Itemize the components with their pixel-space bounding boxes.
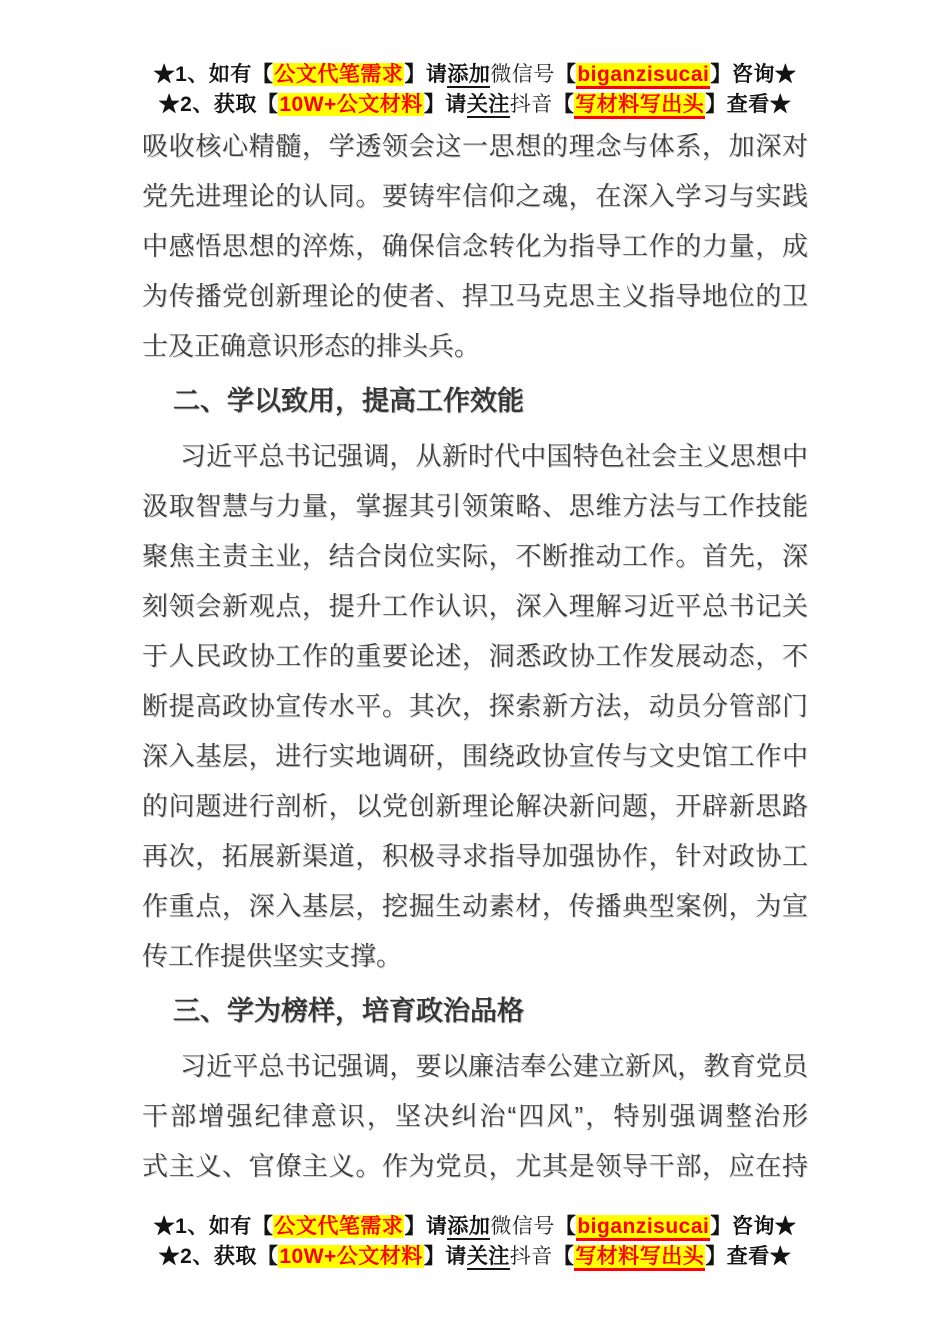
- text-line: 断提高政协宣传水平。其次，探索新方法，动员分管部门: [142, 691, 808, 721]
- text-line: 作重点，深入基层，挖掘生动素材，传播典型案例，为宣: [142, 891, 808, 921]
- underlined-text: 添加: [447, 63, 491, 86]
- banner-text: ★2、获取【: [158, 93, 279, 116]
- banner-line: [0, 1242, 950, 1272]
- underlined-text: 添加: [447, 1215, 491, 1238]
- text-line: 习近平总书记强调，要以廉洁奉公建立新风，教育党员: [180, 1051, 808, 1081]
- text-line: 中感悟思想的淬炼，确保信念转化为指导工作的力量，成: [142, 231, 808, 261]
- banner-text: 】请: [423, 93, 467, 116]
- banner-text: 】咨询★: [710, 63, 797, 86]
- section-heading: 三、学为榜样，培育政治品格: [173, 996, 524, 1026]
- banner-text: 】查看★: [705, 1245, 792, 1268]
- banner-text: 】请: [404, 63, 448, 86]
- text-line: 干部增强纪律意识，坚决纠治“四风”，特别强调整治形: [142, 1101, 808, 1131]
- text-line: 深入基层，进行实地调研，围绕政协宣传与文史馆工作中: [142, 741, 808, 771]
- document-body: [142, 121, 808, 1191]
- text-line: 刻领会新观点，提升工作认识，深入理解习近平总书记关: [142, 591, 808, 621]
- banner-text: 【: [552, 1245, 575, 1268]
- banner-text: ★1、如有【: [153, 63, 274, 86]
- text-line: 于人民政协工作的重要论述，洞悉政协工作发展动态，不: [142, 641, 808, 671]
- text-line: 党先进理论的认同。要铸牢信仰之魂，在深入学习与实践: [142, 181, 808, 211]
- banner-text: 】咨询★: [710, 1215, 797, 1238]
- banner-text: 微信号: [490, 1215, 555, 1238]
- highlighted-underlined-text: 写材料写出头: [574, 93, 705, 119]
- highlighted-underlined-text: biganzisucai: [576, 63, 710, 89]
- banner-text: ★1、如有【: [153, 1215, 274, 1238]
- banner-text: 抖音: [509, 93, 553, 116]
- text-line: 的问题进行剖析，以党创新理论解决新问题，开辟新思路: [142, 791, 808, 821]
- banner-text: 】请: [404, 1215, 448, 1238]
- highlighted-underlined-text: biganzisucai: [576, 1215, 710, 1241]
- text-line: 式主义、官僚主义。作为党员，尤其是领导干部，应在持: [142, 1151, 808, 1181]
- banner-text: 】查看★: [705, 93, 792, 116]
- banner-text: 【: [554, 1215, 577, 1238]
- banner-line: [0, 1212, 950, 1242]
- footer-banner: [0, 1212, 950, 1272]
- banner-text: 抖音: [509, 1245, 553, 1268]
- highlighted-text: 10W+公文材料: [279, 1245, 423, 1268]
- highlighted-underlined-text: 写材料写出头: [574, 1245, 705, 1271]
- text-line: 习近平总书记强调，从新时代中国特色社会主义思想中: [180, 441, 808, 471]
- text-line: 汲取智慧与力量，掌握其引领策略、思维方法与工作技能: [142, 491, 808, 521]
- banner-text: ★2、获取【: [158, 1245, 279, 1268]
- underlined-text: 关注: [466, 93, 510, 116]
- banner-line: [0, 90, 950, 120]
- banner-line: [0, 60, 950, 90]
- text-line: 聚焦主责主业，结合岗位实际，不断推动工作。首先，深: [142, 541, 808, 571]
- text-line: 为传播党创新理论的使者、捍卫马克思主义指导地位的卫: [142, 281, 808, 311]
- banner-text: 【: [552, 93, 575, 116]
- section-heading: 二、学以致用，提高工作效能: [173, 386, 524, 416]
- text-line: 吸收核心精髓，学透领会这一思想的理念与体系，加深对: [142, 131, 808, 161]
- highlighted-text: 公文代笔需求: [274, 1215, 404, 1238]
- text-line: 传工作提供坚实支撑。: [142, 941, 403, 971]
- banner-text: 微信号: [490, 63, 555, 86]
- text-line: 士及正确意识形态的排头兵。: [142, 331, 481, 361]
- highlighted-text: 公文代笔需求: [274, 63, 404, 86]
- text-line: 再次，拓展新渠道，积极寻求指导加强协作，针对政协工: [142, 841, 808, 871]
- header-banner: [0, 60, 950, 120]
- banner-text: 】请: [423, 1245, 467, 1268]
- underlined-text: 关注: [466, 1245, 510, 1268]
- highlighted-text: 10W+公文材料: [279, 93, 423, 116]
- banner-text: 【: [554, 63, 577, 86]
